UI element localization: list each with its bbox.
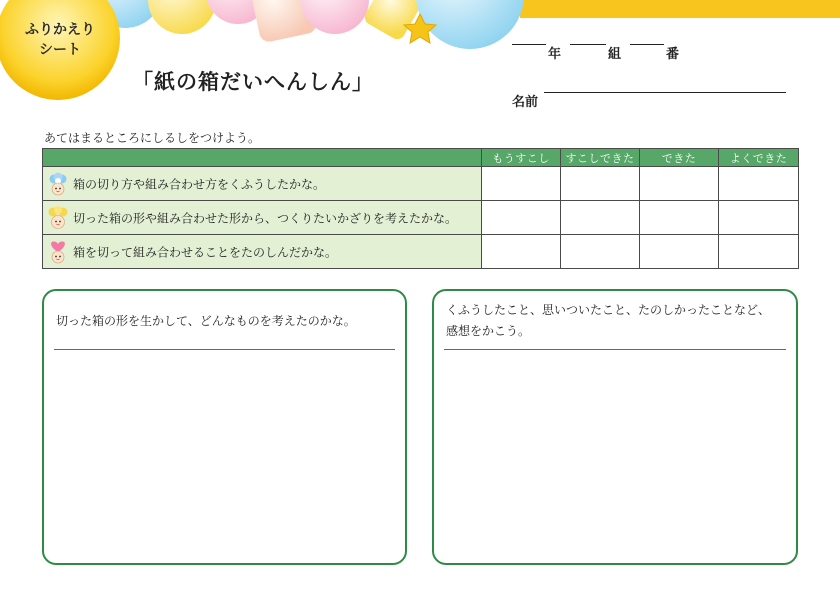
rating-cell-yokudekita[interactable]	[719, 201, 799, 235]
badge-label	[8, 20, 112, 60]
blue-flower-character-icon	[47, 172, 69, 196]
name-line[interactable]	[544, 92, 786, 93]
rating-cell-sukoshidekita[interactable]	[561, 167, 640, 201]
rating-cell-sukoshidekita[interactable]	[561, 235, 640, 269]
question-cell	[43, 201, 482, 235]
class-line[interactable]	[570, 44, 606, 45]
column-header: すこしできた	[561, 149, 640, 167]
question-text: 切った箱の形や組み合わせた形から、つくりたいかざりを考えたかな。	[73, 211, 458, 225]
question-cell	[43, 167, 482, 201]
impression-divider	[444, 349, 786, 350]
header-blank-cell	[43, 149, 482, 167]
idea-prompt: 切った箱の形を生かして、どんなものを考えたのかな。	[56, 314, 356, 328]
rating-cell-mousukoshi[interactable]	[482, 167, 561, 201]
rating-cell-dekita[interactable]	[640, 201, 719, 235]
impression-prompt-line-2: 感想をかこう。	[446, 324, 531, 338]
year-label: 年	[548, 47, 562, 62]
top-yellow-bar	[520, 0, 840, 18]
rating-cell-dekita[interactable]	[640, 167, 719, 201]
rating-cell-mousukoshi[interactable]	[482, 201, 561, 235]
rating-cell-yokudekita[interactable]	[719, 235, 799, 269]
impression-writing-box[interactable]	[432, 289, 798, 565]
column-header: よくできた	[719, 149, 799, 167]
pink-heart-character-icon	[47, 240, 69, 264]
column-header: もうすこし	[482, 149, 561, 167]
number-label: 番	[666, 47, 680, 62]
self-evaluation-table	[42, 148, 799, 269]
table-row	[43, 167, 799, 201]
page-title: 「紙の箱だいへんしん」	[132, 70, 374, 94]
instruction-text: あてはまるところにしるしをつけよう。	[44, 131, 261, 145]
idea-divider	[54, 349, 395, 350]
rating-cell-dekita[interactable]	[640, 235, 719, 269]
table-row	[43, 201, 799, 235]
question-text: 箱の切り方や組み合わせ方をくふうしたかな。	[73, 177, 326, 191]
rating-cell-mousukoshi[interactable]	[482, 235, 561, 269]
idea-writing-box[interactable]	[42, 289, 407, 565]
column-header: できた	[640, 149, 719, 167]
name-label: 名前	[512, 95, 539, 110]
number-line[interactable]	[630, 44, 664, 45]
rating-cell-sukoshidekita[interactable]	[561, 201, 640, 235]
impression-prompt-line-1: くふうしたこと、思いついたこと、たのしかったことなど、	[446, 303, 771, 317]
yellow-flower-character-icon	[47, 206, 69, 230]
badge-line-1: ふりかえり	[25, 22, 95, 38]
deco-yellow-ball	[148, 0, 216, 34]
question-cell	[43, 235, 482, 269]
rating-cell-yokudekita[interactable]	[719, 167, 799, 201]
badge-line-2: シート	[39, 42, 81, 58]
table-row	[43, 235, 799, 269]
table-header-row	[43, 149, 799, 167]
question-text: 箱を切って組み合わせることをたのしんだかな。	[73, 245, 338, 259]
year-line[interactable]	[512, 44, 546, 45]
class-label: 組	[608, 47, 622, 62]
